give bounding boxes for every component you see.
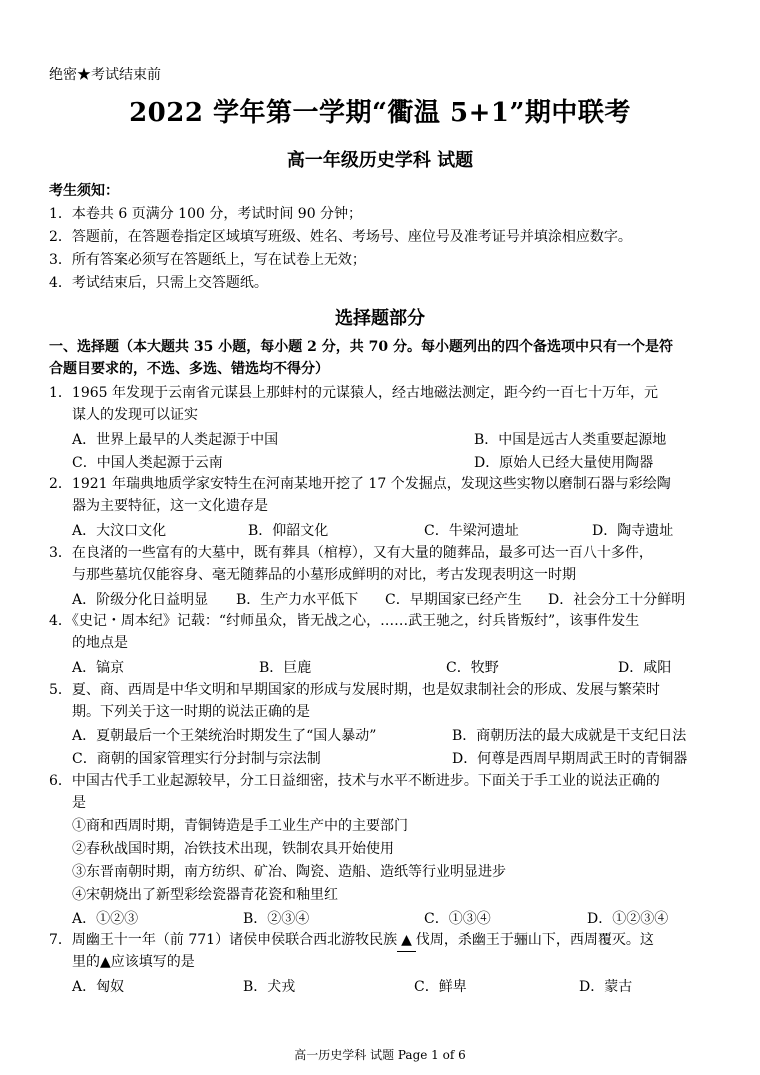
section-intro: 一、选择题（本大题共 35 小题，每小题 2 分，共 70 分。每小题列出的四个备选项中只有一个是符 [49, 339, 673, 355]
question-6-option-d: D．①②③④ [587, 911, 669, 927]
question-7-option-d: D．蒙古 [579, 979, 633, 995]
question-6-option-c: C．①③④ [424, 911, 491, 927]
secret-mark: 绝密★考试结束前 [49, 67, 161, 83]
question-7-option-c: C．鲜卑 [414, 979, 467, 995]
question-3-option-c: C．早期国家已经产生 [385, 592, 522, 608]
question-6-statement: ②春秋战国时期，冶铁技术出现，铁制农具开始使用 [72, 841, 394, 857]
question-6-option-b: B．②③④ [243, 911, 310, 927]
question-3-option-a: A．阶级分化日益明显 [72, 592, 209, 608]
question-2-stem: 2．1921 年瑞典地质学家安特生在河南某地开挖了 17 个发掘点，发现这些实物以磨制石器与彩绘陶 [49, 476, 671, 492]
section-title: 选择题部分 [335, 308, 425, 329]
notice-item: 2．答题前，在答题卷指定区域填写班级、姓名、考场号、座位号及准考证号并填涂相应数字。 [49, 229, 632, 245]
question-4-stem: 4．《史记・周本纪》记载：“纣师虽众，皆无战之心，……武王驰之，纣兵皆叛纣”，该事件发生 [49, 613, 640, 629]
question-6-stem: 是 [72, 795, 86, 811]
question-7-stem-pre: 7．周幽王十一年（前 771）诸侯申侯联合西北游牧民族 [49, 932, 398, 948]
question-7-stem [49, 929, 654, 952]
question-1-option-a: A．世界上最早的人类起源于中国 [72, 432, 279, 448]
question-2-option-b: B．仰韶文化 [248, 523, 329, 539]
question-3-option-d: D．社会分工十分鲜明 [548, 592, 686, 608]
question-7-option-a: A．匈奴 [72, 979, 125, 995]
exam-subtitle: 高一年级历史学科 试题 [286, 150, 474, 171]
question-2-stem: 器为主要特征，这一文化遗存是 [72, 498, 268, 514]
question-6-statement: ①商和西周时期，青铜铸造是手工业生产中的主要部门 [72, 818, 408, 834]
question-7-stem-post: 伐周，杀幽王于骊山下，西周覆灭。这 [415, 932, 654, 948]
question-4-option-a: A．镐京 [72, 660, 125, 676]
question-2-option-d: D．陶寺遗址 [592, 523, 674, 539]
question-1-stem: 1．1965 年发现于云南省元谋县上那蚌村的元谋猿人，经古地磁法测定，距今约一百七十万年，元 [49, 385, 658, 401]
question-3-stem: 与那些墓坑仅能容身、毫无随葬品的小墓形成鲜明的对比，考古发现表明这一时期 [72, 567, 576, 583]
question-5-stem: 5．夏、商、西周是中华文明和早期国家的形成与发展时期，也是奴隶制社会的形成、发展与繁荣时 [49, 682, 660, 698]
question-3-stem: 3．在良渚的一些富有的大墓中，既有葬具（棺椁），又有大量的随葬品，最多可达一百八十多件， [49, 545, 653, 561]
question-2-option-c: C．牛梁河遗址 [424, 523, 519, 539]
question-6-statement: ④宋朝烧出了新型彩绘瓷器青花瓷和釉里红 [72, 887, 338, 903]
notice-item: 4．考试结束后，只需上交答题纸。 [49, 275, 268, 291]
exam-title: 2022 学年第一学期“衢温 5+1”期中联考 [129, 98, 631, 128]
notice-heading: 考生须知： [49, 183, 119, 199]
question-5-option-a: A．夏朝最后一个王桀统治时期发生了“国人暴动” [72, 728, 377, 744]
question-5-option-b: B．商朝历法的最大成就是干支纪日法 [452, 728, 687, 744]
question-6-option-a: A．①②③ [72, 911, 139, 927]
page-footer: 高一历史学科 试题 Page 1 of 6 [294, 1048, 466, 1062]
question-6-statement: ③东晋南朝时期，南方纺织、矿冶、陶瓷、造船、造纸等行业明显进步 [72, 864, 506, 880]
question-7-option-b: B．犬戎 [243, 979, 296, 995]
question-4-option-d: D．咸阳 [618, 660, 672, 676]
question-2-option-a: A．大汶口文化 [72, 523, 167, 539]
question-4-option-c: C．牧野 [446, 660, 499, 676]
question-4-option-b: B．巨鹿 [259, 660, 312, 676]
question-6-stem: 6．中国古代手工业起源较早，分工日益细密，技术与水平不断进步。下面关于手工业的说法正确的 [49, 773, 660, 789]
question-1-stem: 谋人的发现可以证实 [72, 407, 198, 423]
answer-blank: ▲ [397, 929, 416, 952]
question-5-stem: 期。下列关于这一时期的说法正确的是 [72, 704, 310, 720]
question-5-option-c: C．商朝的国家管理实行分封制与宗法制 [72, 751, 321, 767]
notice-item: 3．所有答案必须写在答题纸上，写在试卷上无效； [49, 252, 366, 268]
question-1-option-b: B．中国是远古人类重要起源地 [474, 432, 667, 448]
question-4-stem: 的地点是 [72, 635, 128, 651]
question-3-option-b: B．生产力水平低下 [236, 592, 359, 608]
question-7-stem: 里的▲应该填写的是 [72, 954, 195, 970]
notice-item: 1．本卷共 6 页满分 100 分，考试时间 90 分钟； [49, 206, 363, 222]
question-5-option-d: D．何尊是西周早期周武王时的青铜器 [452, 751, 688, 767]
section-intro: 合题目要求的，不选、多选、错选均不得分） [49, 361, 329, 377]
question-1-option-d: D．原始人已经大量使用陶器 [474, 455, 654, 471]
question-1-option-c: C．中国人类起源于云南 [72, 455, 223, 471]
